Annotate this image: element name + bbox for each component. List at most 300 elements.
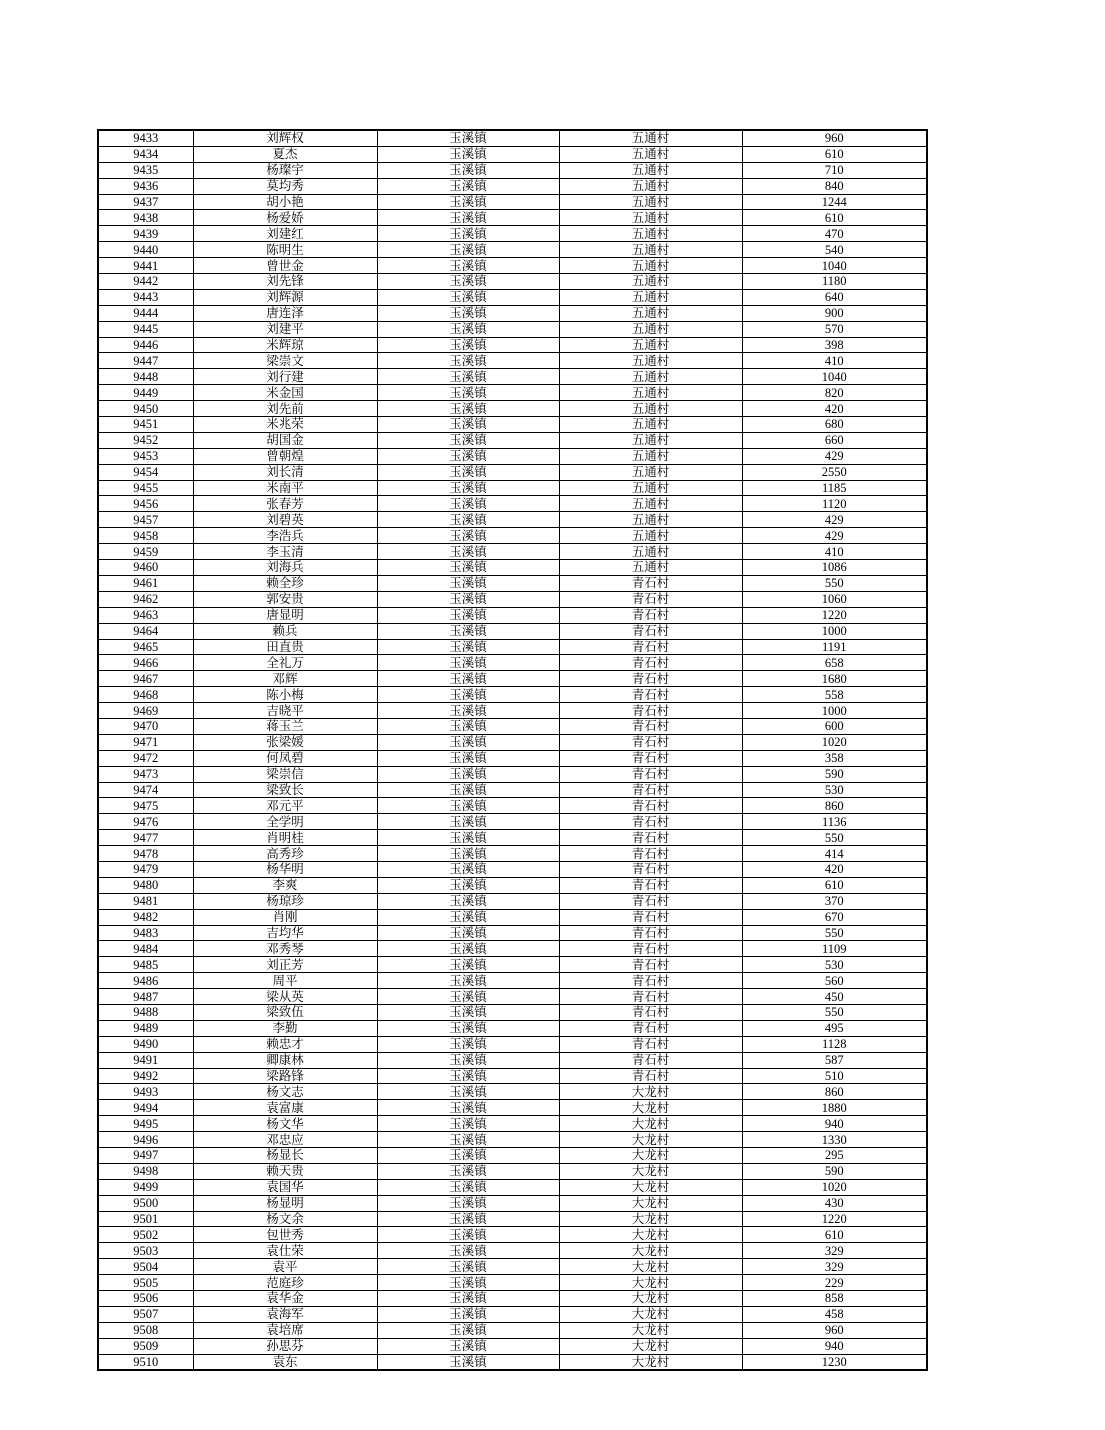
- amount-cell: 550: [742, 925, 927, 941]
- row-number-cell: 9442: [98, 274, 193, 290]
- row-number-cell: 9443: [98, 289, 193, 305]
- row-number-cell: 9475: [98, 798, 193, 814]
- table-row: [98, 544, 927, 560]
- amount-cell: 1128: [742, 1036, 927, 1052]
- table-row: [98, 989, 927, 1005]
- table-row: [98, 623, 927, 639]
- table-row: [98, 655, 927, 671]
- name-cell: 胡小艳: [193, 194, 377, 210]
- village-cell: 青石村: [559, 671, 742, 687]
- records-table-body: [98, 130, 927, 1370]
- amount-cell: 1180: [742, 274, 927, 290]
- amount-cell: 610: [742, 210, 927, 226]
- village-cell: 青石村: [559, 909, 742, 925]
- town-cell: 玉溪镇: [377, 957, 559, 973]
- town-cell: 玉溪镇: [377, 607, 559, 623]
- row-number-cell: 9456: [98, 496, 193, 512]
- name-cell: 肖刚: [193, 909, 377, 925]
- name-cell: 陈小梅: [193, 687, 377, 703]
- amount-cell: 1880: [742, 1100, 927, 1116]
- amount-cell: 1230: [742, 1354, 927, 1370]
- town-cell: 玉溪镇: [377, 623, 559, 639]
- name-cell: 刘先前: [193, 401, 377, 417]
- village-cell: 五通村: [559, 369, 742, 385]
- amount-cell: 429: [742, 512, 927, 528]
- name-cell: 刘辉源: [193, 289, 377, 305]
- amount-cell: 560: [742, 973, 927, 989]
- row-number-cell: 9458: [98, 528, 193, 544]
- name-cell: 吉均华: [193, 925, 377, 941]
- village-cell: 大龙村: [559, 1084, 742, 1100]
- amount-cell: 458: [742, 1306, 927, 1322]
- row-number-cell: 9450: [98, 401, 193, 417]
- village-cell: 五通村: [559, 385, 742, 401]
- table-row: [98, 464, 927, 480]
- row-number-cell: 9477: [98, 830, 193, 846]
- name-cell: 李玉清: [193, 544, 377, 560]
- row-number-cell: 9439: [98, 226, 193, 242]
- table-row: [98, 861, 927, 877]
- name-cell: 陈明生: [193, 242, 377, 258]
- town-cell: 玉溪镇: [377, 1243, 559, 1259]
- table-row: [98, 1338, 927, 1354]
- table-row: [98, 1020, 927, 1036]
- row-number-cell: 9471: [98, 734, 193, 750]
- row-number-cell: 9486: [98, 973, 193, 989]
- row-number-cell: 9492: [98, 1068, 193, 1084]
- name-cell: 杨文华: [193, 1116, 377, 1132]
- amount-cell: 329: [742, 1243, 927, 1259]
- amount-cell: 1185: [742, 480, 927, 496]
- table-row: [98, 909, 927, 925]
- table-row: [98, 687, 927, 703]
- town-cell: 玉溪镇: [377, 687, 559, 703]
- amount-cell: 670: [742, 909, 927, 925]
- row-number-cell: 9479: [98, 861, 193, 877]
- row-number-cell: 9437: [98, 194, 193, 210]
- village-cell: 五通村: [559, 544, 742, 560]
- row-number-cell: 9474: [98, 782, 193, 798]
- name-cell: 唐显明: [193, 607, 377, 623]
- name-cell: 郭安贵: [193, 591, 377, 607]
- town-cell: 玉溪镇: [377, 925, 559, 941]
- name-cell: 米南平: [193, 480, 377, 496]
- village-cell: 青石村: [559, 623, 742, 639]
- table-row: [98, 305, 927, 321]
- village-cell: 青石村: [559, 750, 742, 766]
- town-cell: 玉溪镇: [377, 703, 559, 719]
- town-cell: 玉溪镇: [377, 274, 559, 290]
- table-row: [98, 782, 927, 798]
- name-cell: 曾朝煌: [193, 448, 377, 464]
- village-cell: 青石村: [559, 861, 742, 877]
- row-number-cell: 9455: [98, 480, 193, 496]
- town-cell: 玉溪镇: [377, 734, 559, 750]
- village-cell: 青石村: [559, 734, 742, 750]
- name-cell: 邓辉: [193, 671, 377, 687]
- amount-cell: 660: [742, 432, 927, 448]
- amount-cell: 1330: [742, 1132, 927, 1148]
- amount-cell: 358: [742, 750, 927, 766]
- table-row: [98, 560, 927, 576]
- row-number-cell: 9501: [98, 1211, 193, 1227]
- village-cell: 五通村: [559, 178, 742, 194]
- table-row: [98, 496, 927, 512]
- town-cell: 玉溪镇: [377, 1306, 559, 1322]
- row-number-cell: 9448: [98, 369, 193, 385]
- town-cell: 玉溪镇: [377, 432, 559, 448]
- amount-cell: 370: [742, 893, 927, 909]
- town-cell: 玉溪镇: [377, 750, 559, 766]
- table-row: [98, 750, 927, 766]
- village-cell: 青石村: [559, 655, 742, 671]
- town-cell: 玉溪镇: [377, 1036, 559, 1052]
- village-cell: 五通村: [559, 480, 742, 496]
- amount-cell: 610: [742, 1227, 927, 1243]
- amount-cell: 680: [742, 417, 927, 433]
- row-number-cell: 9468: [98, 687, 193, 703]
- village-cell: 五通村: [559, 226, 742, 242]
- table-row: [98, 1211, 927, 1227]
- name-cell: 赖兵: [193, 623, 377, 639]
- amount-cell: 840: [742, 178, 927, 194]
- row-number-cell: 9491: [98, 1052, 193, 1068]
- village-cell: 五通村: [559, 242, 742, 258]
- name-cell: 袁培席: [193, 1322, 377, 1338]
- town-cell: 玉溪镇: [377, 766, 559, 782]
- village-cell: 青石村: [559, 973, 742, 989]
- table-row: [98, 607, 927, 623]
- table-row: [98, 417, 927, 433]
- row-number-cell: 9433: [98, 130, 193, 146]
- amount-cell: 658: [742, 655, 927, 671]
- table-row: [98, 703, 927, 719]
- amount-cell: 1020: [742, 734, 927, 750]
- row-number-cell: 9508: [98, 1322, 193, 1338]
- name-cell: 胡国金: [193, 432, 377, 448]
- row-number-cell: 9490: [98, 1036, 193, 1052]
- name-cell: 曾世金: [193, 258, 377, 274]
- village-cell: 青石村: [559, 575, 742, 591]
- table-row: [98, 1275, 927, 1291]
- table-row: [98, 798, 927, 814]
- table-row: [98, 194, 927, 210]
- amount-cell: 587: [742, 1052, 927, 1068]
- table-row: [98, 1084, 927, 1100]
- row-number-cell: 9493: [98, 1084, 193, 1100]
- amount-cell: 1109: [742, 941, 927, 957]
- name-cell: 杨华明: [193, 861, 377, 877]
- name-cell: 梁路锋: [193, 1068, 377, 1084]
- row-number-cell: 9487: [98, 989, 193, 1005]
- name-cell: 赖全珍: [193, 575, 377, 591]
- row-number-cell: 9507: [98, 1306, 193, 1322]
- table-row: [98, 1354, 927, 1370]
- row-number-cell: 9444: [98, 305, 193, 321]
- name-cell: 梁从英: [193, 989, 377, 1005]
- amount-cell: 600: [742, 718, 927, 734]
- village-cell: 青石村: [559, 814, 742, 830]
- amount-cell: 858: [742, 1291, 927, 1307]
- town-cell: 玉溪镇: [377, 1004, 559, 1020]
- table-row: [98, 1322, 927, 1338]
- table-row: [98, 925, 927, 941]
- town-cell: 玉溪镇: [377, 210, 559, 226]
- name-cell: 米金国: [193, 385, 377, 401]
- row-number-cell: 9445: [98, 321, 193, 337]
- village-cell: 青石村: [559, 941, 742, 957]
- row-number-cell: 9476: [98, 814, 193, 830]
- amount-cell: 1040: [742, 369, 927, 385]
- name-cell: 梁致伍: [193, 1004, 377, 1020]
- amount-cell: 329: [742, 1259, 927, 1275]
- town-cell: 玉溪镇: [377, 162, 559, 178]
- row-number-cell: 9461: [98, 575, 193, 591]
- village-cell: 五通村: [559, 353, 742, 369]
- town-cell: 玉溪镇: [377, 305, 559, 321]
- village-cell: 大龙村: [559, 1275, 742, 1291]
- town-cell: 玉溪镇: [377, 1227, 559, 1243]
- name-cell: 袁富康: [193, 1100, 377, 1116]
- town-cell: 玉溪镇: [377, 798, 559, 814]
- village-cell: 青石村: [559, 718, 742, 734]
- table-row: [98, 321, 927, 337]
- town-cell: 玉溪镇: [377, 146, 559, 162]
- name-cell: 李浩兵: [193, 528, 377, 544]
- village-cell: 青石村: [559, 798, 742, 814]
- row-number-cell: 9482: [98, 909, 193, 925]
- row-number-cell: 9459: [98, 544, 193, 560]
- village-cell: 大龙村: [559, 1116, 742, 1132]
- town-cell: 玉溪镇: [377, 909, 559, 925]
- row-number-cell: 9488: [98, 1004, 193, 1020]
- village-cell: 大龙村: [559, 1100, 742, 1116]
- row-number-cell: 9472: [98, 750, 193, 766]
- town-cell: 玉溪镇: [377, 1052, 559, 1068]
- town-cell: 玉溪镇: [377, 496, 559, 512]
- table-row: [98, 210, 927, 226]
- name-cell: 刘正芳: [193, 957, 377, 973]
- town-cell: 玉溪镇: [377, 560, 559, 576]
- table-row: [98, 1243, 927, 1259]
- amount-cell: 1060: [742, 591, 927, 607]
- town-cell: 玉溪镇: [377, 1068, 559, 1084]
- name-cell: 袁东: [193, 1354, 377, 1370]
- town-cell: 玉溪镇: [377, 1179, 559, 1195]
- table-row: [98, 130, 927, 146]
- amount-cell: 940: [742, 1338, 927, 1354]
- town-cell: 玉溪镇: [377, 226, 559, 242]
- town-cell: 玉溪镇: [377, 512, 559, 528]
- village-cell: 五通村: [559, 448, 742, 464]
- town-cell: 玉溪镇: [377, 401, 559, 417]
- village-cell: 五通村: [559, 289, 742, 305]
- village-cell: 大龙村: [559, 1259, 742, 1275]
- town-cell: 玉溪镇: [377, 861, 559, 877]
- amount-cell: 1000: [742, 623, 927, 639]
- name-cell: 孙思芬: [193, 1338, 377, 1354]
- amount-cell: 900: [742, 305, 927, 321]
- amount-cell: 940: [742, 1116, 927, 1132]
- amount-cell: 295: [742, 1148, 927, 1164]
- table-row: [98, 846, 927, 862]
- village-cell: 五通村: [559, 528, 742, 544]
- row-number-cell: 9510: [98, 1354, 193, 1370]
- town-cell: 玉溪镇: [377, 639, 559, 655]
- table-row: [98, 178, 927, 194]
- name-cell: 张梁媛: [193, 734, 377, 750]
- amount-cell: 430: [742, 1195, 927, 1211]
- village-cell: 五通村: [559, 258, 742, 274]
- village-cell: 青石村: [559, 703, 742, 719]
- village-cell: 青石村: [559, 925, 742, 941]
- amount-cell: 590: [742, 766, 927, 782]
- village-cell: 青石村: [559, 782, 742, 798]
- row-number-cell: 9469: [98, 703, 193, 719]
- table-row: [98, 432, 927, 448]
- table-row: [98, 1227, 927, 1243]
- row-number-cell: 9460: [98, 560, 193, 576]
- town-cell: 玉溪镇: [377, 417, 559, 433]
- row-number-cell: 9453: [98, 448, 193, 464]
- table-row: [98, 718, 927, 734]
- town-cell: 玉溪镇: [377, 989, 559, 1005]
- name-cell: 唐连泽: [193, 305, 377, 321]
- town-cell: 玉溪镇: [377, 1211, 559, 1227]
- village-cell: 青石村: [559, 989, 742, 1005]
- town-cell: 玉溪镇: [377, 1100, 559, 1116]
- table-row: [98, 957, 927, 973]
- row-number-cell: 9485: [98, 957, 193, 973]
- amount-cell: 420: [742, 861, 927, 877]
- amount-cell: 570: [742, 321, 927, 337]
- amount-cell: 398: [742, 337, 927, 353]
- village-cell: 青石村: [559, 1052, 742, 1068]
- town-cell: 玉溪镇: [377, 893, 559, 909]
- town-cell: 玉溪镇: [377, 1354, 559, 1370]
- table-row: [98, 766, 927, 782]
- village-cell: 大龙村: [559, 1195, 742, 1211]
- name-cell: 范庭珍: [193, 1275, 377, 1291]
- amount-cell: 429: [742, 528, 927, 544]
- name-cell: 高秀珍: [193, 846, 377, 862]
- village-cell: 五通村: [559, 274, 742, 290]
- amount-cell: 429: [742, 448, 927, 464]
- table-row: [98, 671, 927, 687]
- table-row: [98, 274, 927, 290]
- village-cell: 五通村: [559, 464, 742, 480]
- name-cell: 何凤碧: [193, 750, 377, 766]
- town-cell: 玉溪镇: [377, 671, 559, 687]
- table-row: [98, 591, 927, 607]
- town-cell: 玉溪镇: [377, 1259, 559, 1275]
- name-cell: 杨显长: [193, 1148, 377, 1164]
- row-number-cell: 9440: [98, 242, 193, 258]
- row-number-cell: 9452: [98, 432, 193, 448]
- name-cell: 袁仕荣: [193, 1243, 377, 1259]
- village-cell: 五通村: [559, 417, 742, 433]
- row-number-cell: 9495: [98, 1116, 193, 1132]
- village-cell: 青石村: [559, 877, 742, 893]
- name-cell: 杨琼珍: [193, 893, 377, 909]
- name-cell: 邓元平: [193, 798, 377, 814]
- row-number-cell: 9451: [98, 417, 193, 433]
- row-number-cell: 9496: [98, 1132, 193, 1148]
- town-cell: 玉溪镇: [377, 1291, 559, 1307]
- table-row: [98, 512, 927, 528]
- town-cell: 玉溪镇: [377, 321, 559, 337]
- table-row: [98, 480, 927, 496]
- row-number-cell: 9463: [98, 607, 193, 623]
- name-cell: 周平: [193, 973, 377, 989]
- town-cell: 玉溪镇: [377, 448, 559, 464]
- town-cell: 玉溪镇: [377, 973, 559, 989]
- town-cell: 玉溪镇: [377, 1338, 559, 1354]
- name-cell: 杨文余: [193, 1211, 377, 1227]
- name-cell: 杨显明: [193, 1195, 377, 1211]
- table-row: [98, 1179, 927, 1195]
- amount-cell: 1020: [742, 1179, 927, 1195]
- table-row: [98, 289, 927, 305]
- name-cell: 刘长清: [193, 464, 377, 480]
- name-cell: 刘海兵: [193, 560, 377, 576]
- amount-cell: 410: [742, 353, 927, 369]
- town-cell: 玉溪镇: [377, 242, 559, 258]
- village-cell: 五通村: [559, 401, 742, 417]
- town-cell: 玉溪镇: [377, 1195, 559, 1211]
- row-number-cell: 9483: [98, 925, 193, 941]
- village-cell: 五通村: [559, 337, 742, 353]
- village-cell: 大龙村: [559, 1211, 742, 1227]
- row-number-cell: 9464: [98, 623, 193, 639]
- table-row: [98, 1100, 927, 1116]
- row-number-cell: 9447: [98, 353, 193, 369]
- town-cell: 玉溪镇: [377, 544, 559, 560]
- amount-cell: 960: [742, 1322, 927, 1338]
- amount-cell: 1680: [742, 671, 927, 687]
- village-cell: 青石村: [559, 687, 742, 703]
- name-cell: 赖天贵: [193, 1163, 377, 1179]
- row-number-cell: 9506: [98, 1291, 193, 1307]
- town-cell: 玉溪镇: [377, 1116, 559, 1132]
- town-cell: 玉溪镇: [377, 369, 559, 385]
- row-number-cell: 9481: [98, 893, 193, 909]
- town-cell: 玉溪镇: [377, 1322, 559, 1338]
- amount-cell: 1040: [742, 258, 927, 274]
- name-cell: 米辉琼: [193, 337, 377, 353]
- table-row: [98, 162, 927, 178]
- town-cell: 玉溪镇: [377, 130, 559, 146]
- amount-cell: 820: [742, 385, 927, 401]
- name-cell: 李爽: [193, 877, 377, 893]
- name-cell: 蒋玉兰: [193, 718, 377, 734]
- amount-cell: 860: [742, 1084, 927, 1100]
- amount-cell: 1120: [742, 496, 927, 512]
- name-cell: 杨文志: [193, 1084, 377, 1100]
- amount-cell: 960: [742, 130, 927, 146]
- table-row: [98, 1291, 927, 1307]
- amount-cell: 1136: [742, 814, 927, 830]
- amount-cell: 450: [742, 989, 927, 1005]
- name-cell: 袁华金: [193, 1291, 377, 1307]
- table-row: [98, 1004, 927, 1020]
- name-cell: 刘建平: [193, 321, 377, 337]
- amount-cell: 510: [742, 1068, 927, 1084]
- amount-cell: 2550: [742, 464, 927, 480]
- table-row: [98, 1052, 927, 1068]
- town-cell: 玉溪镇: [377, 1132, 559, 1148]
- village-cell: 大龙村: [559, 1338, 742, 1354]
